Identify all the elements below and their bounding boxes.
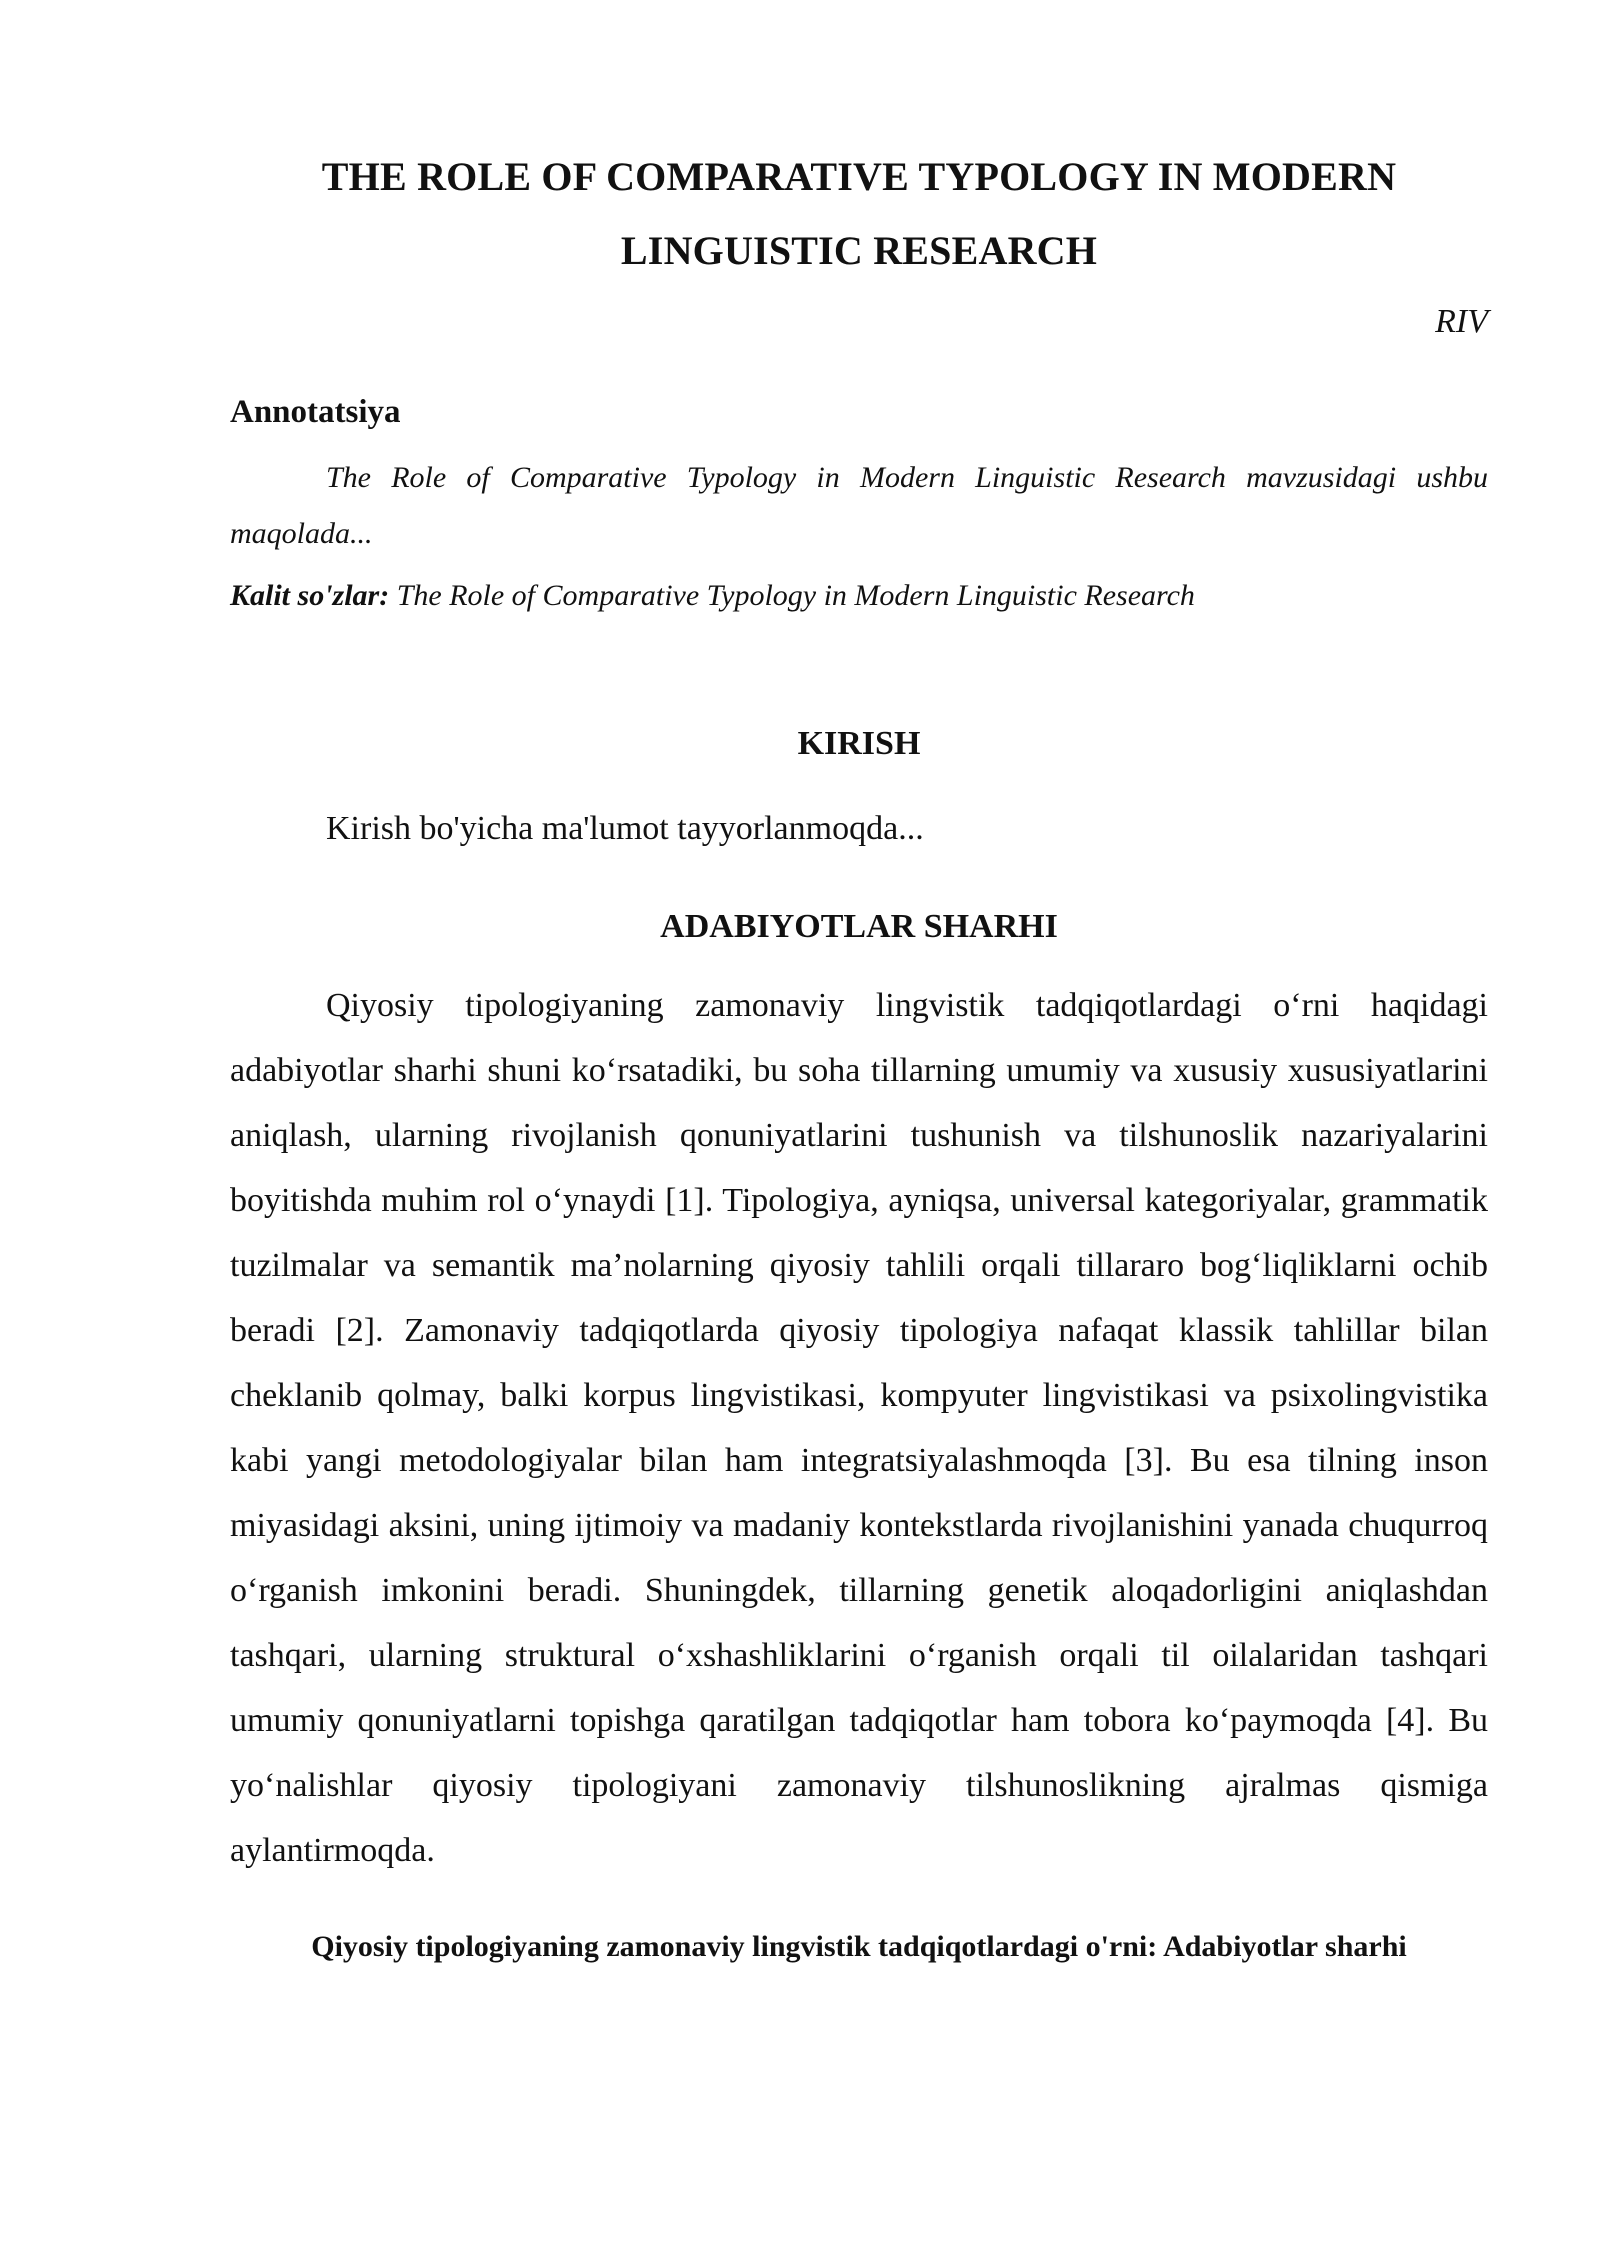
document-page (230, 140, 1488, 1967)
paper-title-line-2: LINGUISTIC RESEARCH (620, 228, 1098, 273)
keywords-value: The Role of Comparative Typology in Modern Linguistic Research (396, 579, 1195, 612)
annotation-heading: Annotatsiya (230, 394, 401, 430)
literature-caption: Qiyosiy tipologiyaning zamonaviy lingvistik tadqiqotlardagi o'rni: Adabiyotlar sharhi (311, 1930, 1407, 1963)
literature-paragraph: Qiyosiy tipologiyaning zamonaviy lingvistik tadqiqotlardagi o‘rni haqidagi adabiyotlar sharhi shuni ko‘rsatadiki, bu soha tillarning umumiy va xususiy xususiyatlarini aniqlash, ularning rivojlanish qonuniyatlarini tushunish va tilshunoslik nazariyalarini boyitishda muhim rol o‘ynaydi [1]. Tipologiya, ayniqsa, universal kategoriyalar, grammatik tuzilmalar va semantik ma’nolarning qiyosiy tahlili orqali tillararo bog‘liqliklarni ochib beradi [2]. Zamonaviy tadqiqotlarda qiyosiy tipologiya nafaqat klassik tahlillar bilan cheklanib qolmay, balki korpus lingvistikasi, kompyuter lingvistikasi va psixolingvistika kabi yangi metodologiyalar bilan ham integratsiyalashmoqda [3]. Bu esa tilning inson miyasidagi aksini, uning ijtimoiy va madaniy kontekstlarda rivojlanishini yanada chuqurroq o‘rganish imkonini beradi. Shuningdek, tillarning genetik aloqadorligini aniqlashdan tashqari, ularning struktural o‘xshashliklarini o‘rganish orqali til oilalaridan tashqari umumiy qonuniyatlarni topishga qaratilgan tadqiqotlar ham tobora ko‘paymoqda [4]. Bu yo‘nalishlar qiyosiy tipologiyani zamonaviy tilshunoslikning ajralmas qismiga aylantirmoqda. (230, 987, 1488, 1869)
paper-title-line-1: THE ROLE OF COMPARATIVE TYPOLOGY IN MODERN (321, 154, 1397, 199)
author-name: RIV (1435, 303, 1488, 340)
section-heading-kirish: KIRISH (797, 725, 921, 762)
intro-paragraph: Kirish bo'yicha ma'lumot tayyorlanmoqda... (326, 810, 924, 847)
keywords-label: Kalit so'zlar: (230, 579, 390, 612)
paper-title (230, 140, 1488, 288)
keywords-line (230, 576, 1488, 616)
annotation-text: The Role of Comparative Typology in Modern Linguistic Research mavzusidagi ushbu maqolada... (230, 461, 1488, 550)
section-heading-adabiyotlar: ADABIYOTLAR SHARHI (660, 908, 1058, 945)
